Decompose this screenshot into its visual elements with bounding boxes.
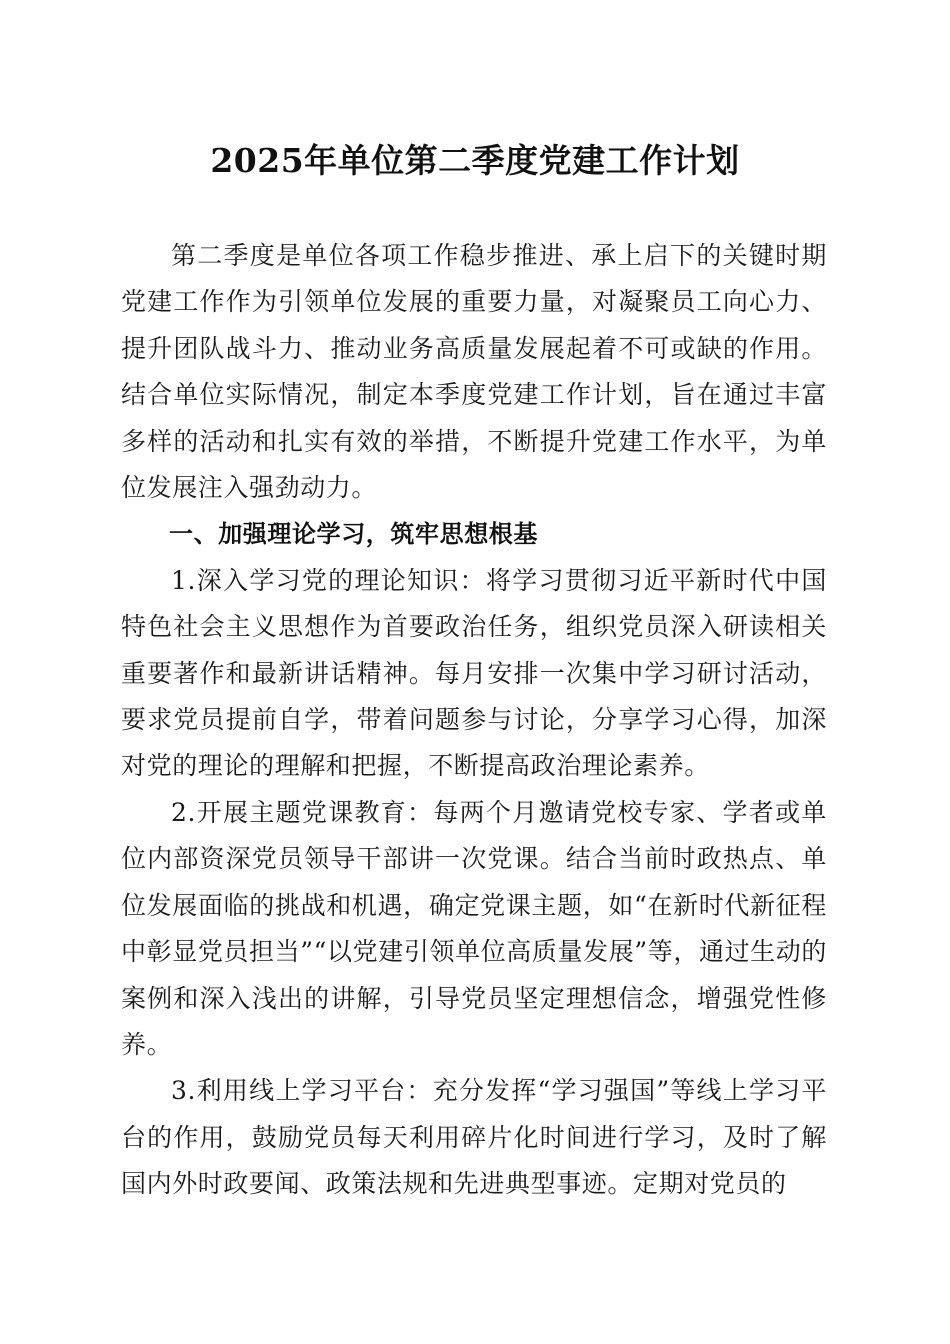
section-heading: 一、加强理论学习，筑牢思想根基: [169, 520, 538, 549]
section-item-3: 3.利用线上学习平台：充分发挥“学习强国”等线上学习平台的作用，鼓励党员每天利用碎片化时间进行学习，及时了解国内外时政要闻、政策法规和先进典型事迹。定期对党员的: [121, 1076, 827, 1199]
section-item-2: 2.开展主题党课教育：每两个月邀请党校专家、学者或单位内部资深党员领导干部讲一次党课。结合当前时政热点、单位发展面临的挑战和机遇，确定党课主题，如“在新时代新征程中彰显党员担当”“以党建引领单位高质量发展”等，通过生动的案例和深入浅出的讲解，引导党员坚定理想信念，增强党性修养。: [121, 797, 827, 1059]
document-body: [121, 233, 827, 1208]
intro-paragraph: 第二季度是单位各项工作稳步推进、承上启下的关键时期党建工作作为引领单位发展的重要力量，对凝聚员工向心力、提升团队战斗力、推动业务高质量发展起着不可或缺的作用。结合单位实际情况，制定本季度党建工作计划，旨在通过丰富多样的活动和扎实有效的举措，不断提升党建工作水平，为单位发展注入强劲动力。: [121, 241, 827, 503]
document-title: 2025年单位第二季度党建工作计划: [210, 141, 740, 180]
section-item-1: 1.深入学习党的理论知识：将学习贯彻习近平新时代中国特色社会主义思想作为首要政治任务，组织党员深入研读相关重要著作和最新讲话精神。每月安排一次集中学习研讨活动，要求党员提前自学，带着问题参与讨论，分享学习心得，加深对党的理论的理解和把握，不断提高政治理论素养。: [121, 565, 827, 781]
